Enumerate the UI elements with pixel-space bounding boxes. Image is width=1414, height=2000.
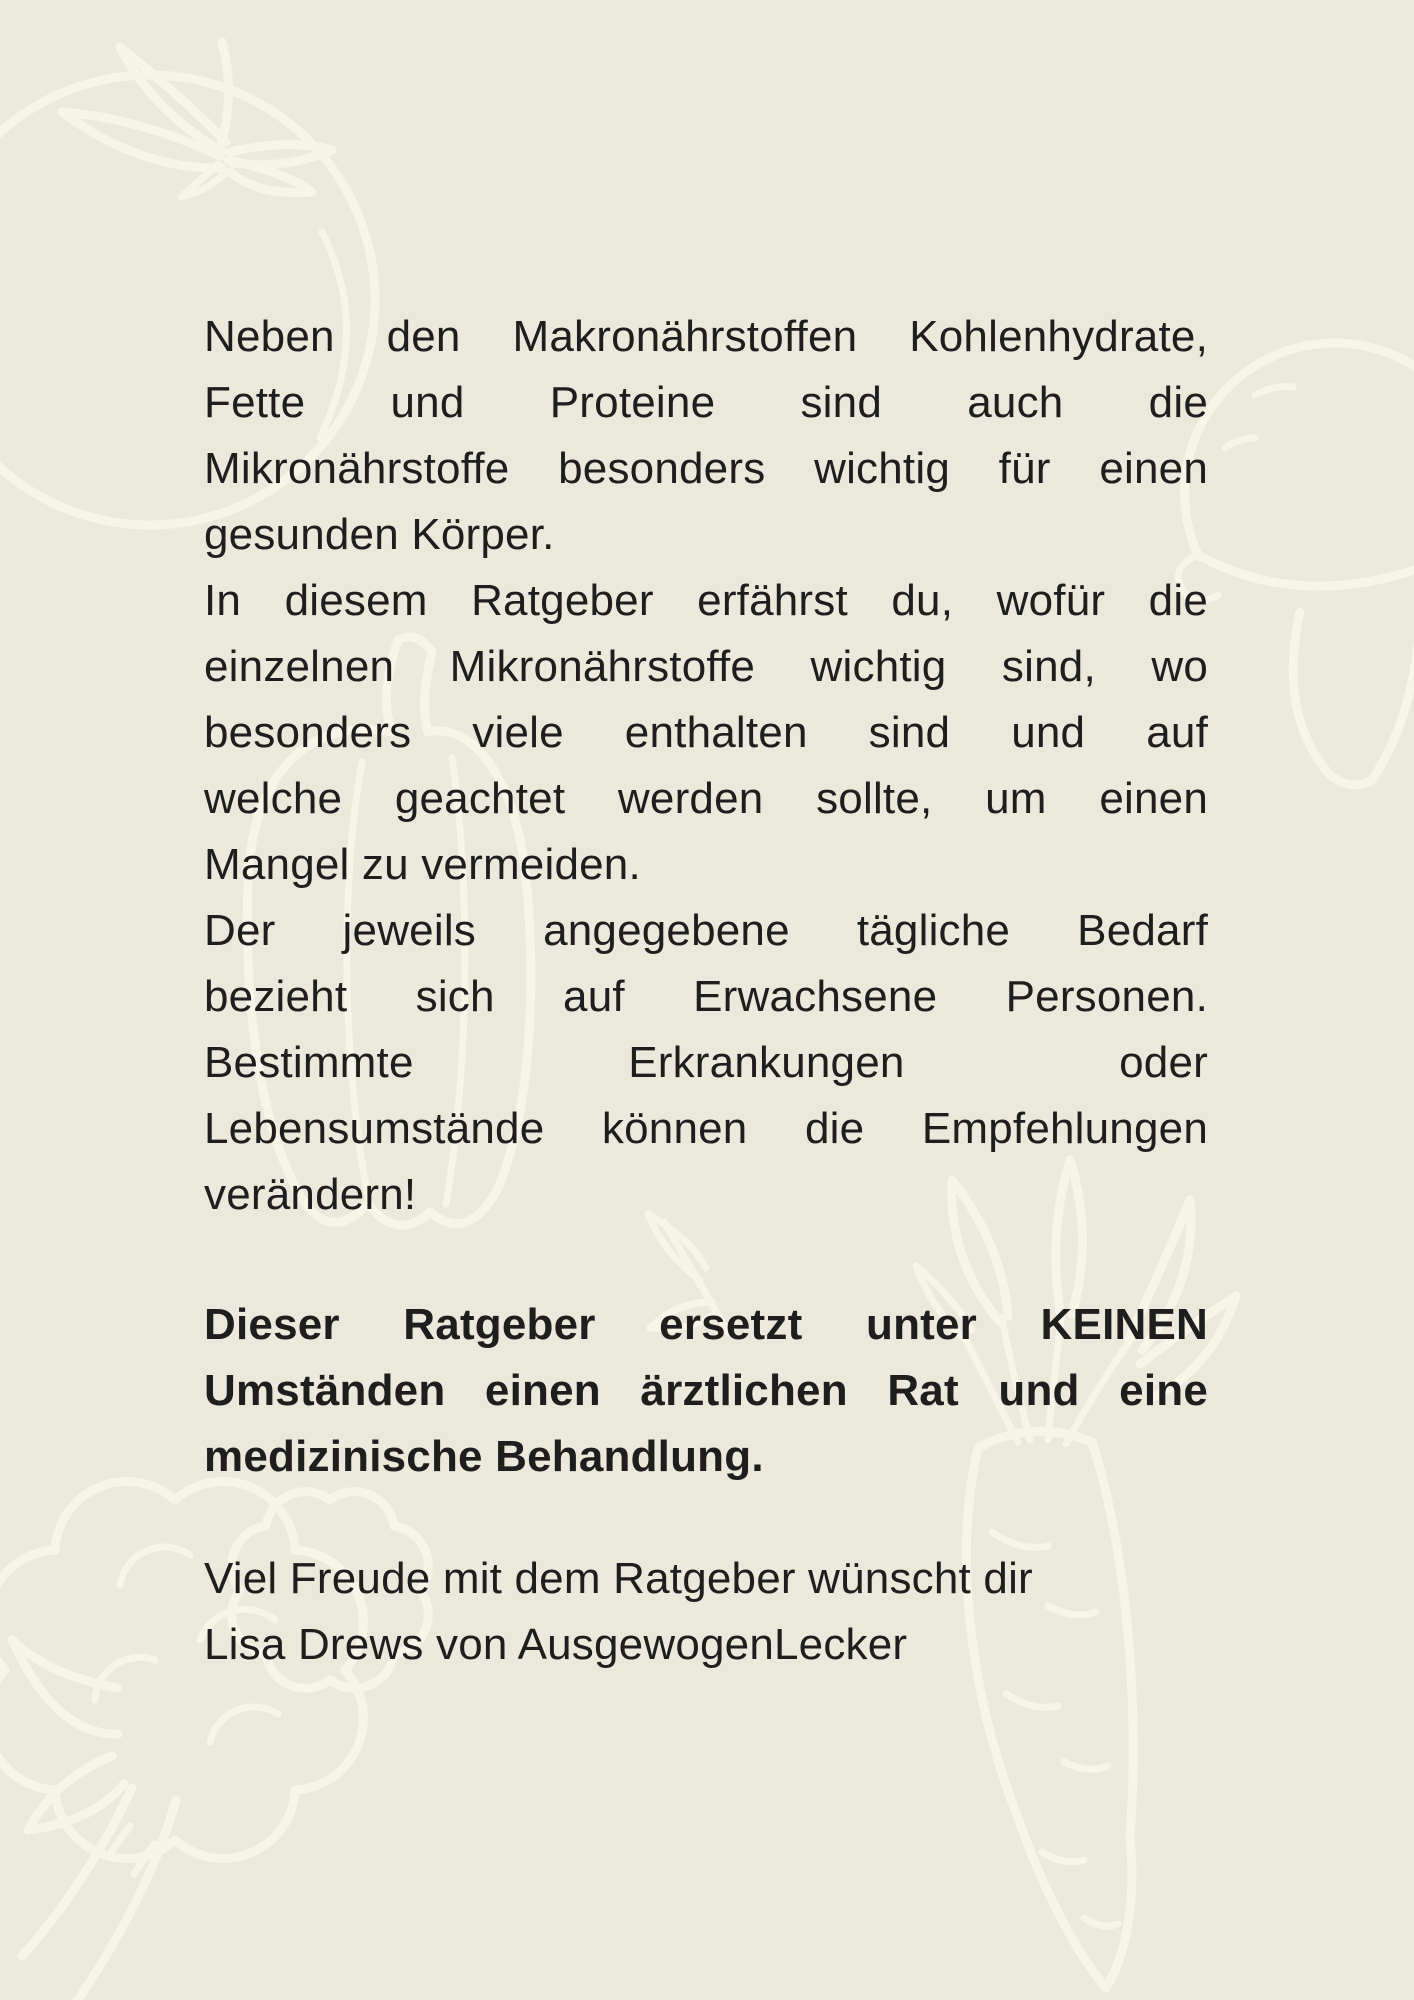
text-line: welche geachtet werden sollte, um einen (204, 774, 1208, 823)
text-line: Dieser Ratgeber ersetzt unter KEINEN (204, 1300, 1208, 1349)
text-line: verändern! (204, 1170, 417, 1219)
text-line: Neben den Makronährstoffen Kohlenhydrate, (204, 312, 1208, 361)
closing-paragraph (204, 1546, 1208, 1678)
text-line: Lisa Drews von AusgewogenLecker (204, 1620, 908, 1669)
text-line: besonders viele enthalten sind und auf (204, 708, 1208, 757)
text-line: Lebensumstände können die Empfehlungen (204, 1104, 1208, 1153)
text-line: Fette und Proteine sind auch die (204, 378, 1208, 427)
text-line: Mikronährstoffe besonders wichtig für einen (204, 444, 1208, 493)
text-line: medizinische Behandlung. (204, 1432, 764, 1481)
text-line: Der jeweils angegebene tägliche Bedarf (204, 906, 1208, 955)
intro-paragraph (204, 304, 1208, 1228)
page-content (204, 304, 1208, 1678)
text-line: bezieht sich auf Erwachsene Personen. (204, 972, 1208, 1021)
text-line: Mangel zu vermeiden. (204, 840, 641, 889)
disclaimer-paragraph (204, 1292, 1208, 1490)
text-line: Viel Freude mit dem Ratgeber wünscht dir (204, 1554, 1033, 1603)
mushroom-icon (1178, 343, 1414, 785)
text-line: einzelnen Mikronährstoffe wichtig sind, wo (204, 642, 1208, 691)
text-line: Bestimmte Erkrankungen oder (204, 1038, 1208, 1087)
text-line: In diesem Ratgeber erfährst du, wofür die (204, 576, 1208, 625)
text-line: gesunden Körper. (204, 510, 555, 559)
text-line: Umständen einen ärztlichen Rat und eine (204, 1366, 1208, 1415)
